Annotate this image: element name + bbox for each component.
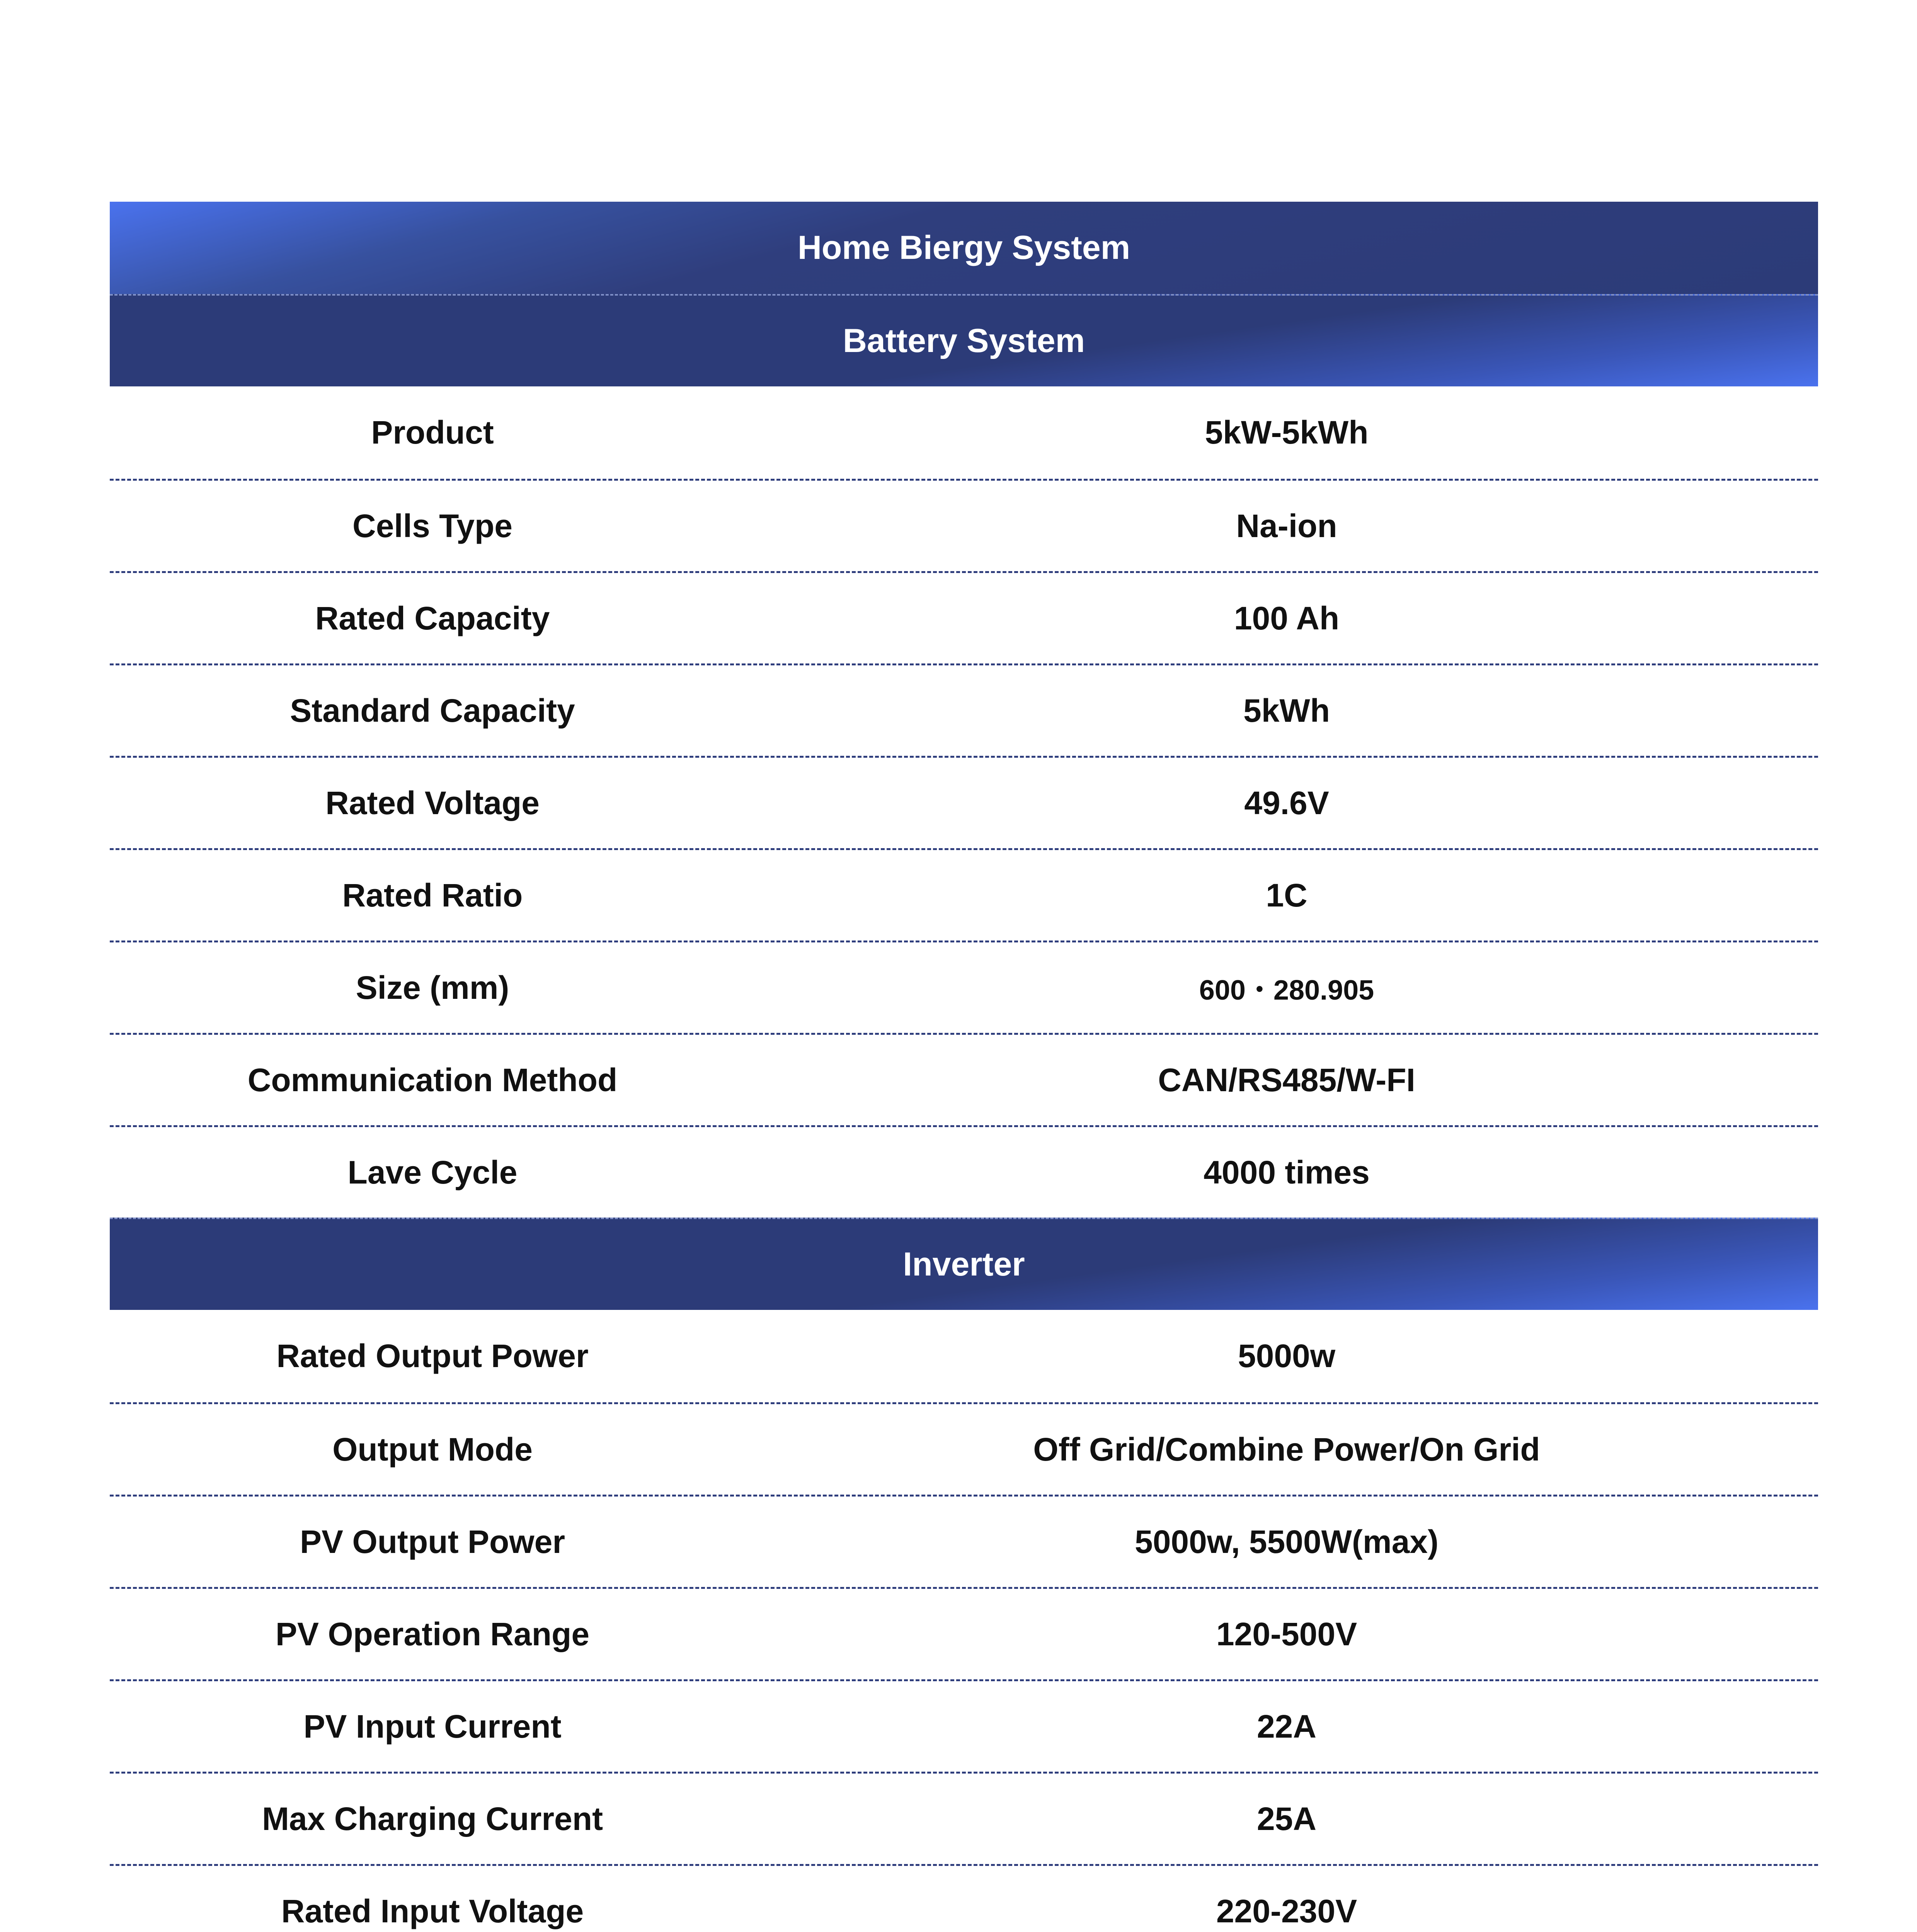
table-row <box>110 386 1818 479</box>
table-row <box>110 848 1818 940</box>
battery-section-header <box>110 294 1818 386</box>
spec-value: 220-230V <box>1216 1893 1357 1929</box>
spec-value: 120-500V <box>1216 1616 1357 1652</box>
table-row <box>110 940 1818 1033</box>
inverter-section-header <box>110 1218 1818 1310</box>
spec-value: CAN/RS485/W-FI <box>1158 1061 1415 1098</box>
spec-label: Lave Cycle <box>347 1154 518 1190</box>
spec-value: 5kW-5kWh <box>1205 414 1369 451</box>
spec-value: 5kWh <box>1243 692 1330 729</box>
inverter-spec-table <box>110 1310 1818 1932</box>
spec-label: Rated Output Power <box>276 1338 589 1374</box>
table-row <box>110 1495 1818 1587</box>
battery-spec-table <box>110 386 1818 1218</box>
table-row <box>110 1033 1818 1125</box>
spec-sheet <box>110 202 1818 1932</box>
spec-label: Max Charging Current <box>262 1800 603 1837</box>
table-row <box>110 571 1818 663</box>
spec-label: Product <box>371 414 494 451</box>
spec-value: 49.6V <box>1244 784 1329 821</box>
spec-value: 600・280.905 <box>1199 975 1374 1006</box>
table-row <box>110 1772 1818 1864</box>
table-row <box>110 1864 1818 1932</box>
spec-value: Off Grid/Combine Power/On Grid <box>1033 1431 1540 1468</box>
system-title-band <box>110 202 1818 294</box>
spec-value: 25A <box>1256 1800 1317 1837</box>
battery-section-title: Battery System <box>843 322 1085 359</box>
spec-label: Rated Capacity <box>315 600 550 636</box>
table-row <box>110 1125 1818 1218</box>
spec-value: Na-ion <box>1236 507 1337 544</box>
spec-label: Rated Input Voltage <box>281 1893 584 1929</box>
table-row <box>110 756 1818 848</box>
spec-value: 5000w <box>1238 1338 1336 1374</box>
spec-label: Communication Method <box>247 1061 618 1098</box>
spec-value: 22A <box>1256 1708 1317 1745</box>
spec-value: 4000 times <box>1204 1154 1370 1190</box>
table-row <box>110 1587 1818 1679</box>
inverter-section-title: Inverter <box>903 1246 1025 1283</box>
spec-label: Rated Ratio <box>342 877 523 913</box>
table-row <box>110 1310 1818 1402</box>
spec-value: 5000w, 5500W(max) <box>1135 1523 1439 1560</box>
spec-label: Cells Type <box>352 507 512 544</box>
spec-label: Output Mode <box>332 1431 533 1468</box>
spec-label: Rated Voltage <box>325 784 540 821</box>
spec-label: Size (mm) <box>356 969 509 1006</box>
system-title: Home Biergy System <box>797 229 1130 266</box>
table-row <box>110 663 1818 756</box>
spec-label: PV Input Current <box>303 1708 562 1745</box>
table-row <box>110 1679 1818 1772</box>
spec-label: Standard Capacity <box>290 692 575 729</box>
spec-label: PV Output Power <box>300 1523 565 1560</box>
table-row <box>110 1402 1818 1495</box>
spec-value: 100 Ah <box>1234 600 1340 636</box>
table-row <box>110 479 1818 571</box>
spec-label: PV Operation Range <box>275 1616 590 1652</box>
spec-value: 1C <box>1266 877 1308 913</box>
